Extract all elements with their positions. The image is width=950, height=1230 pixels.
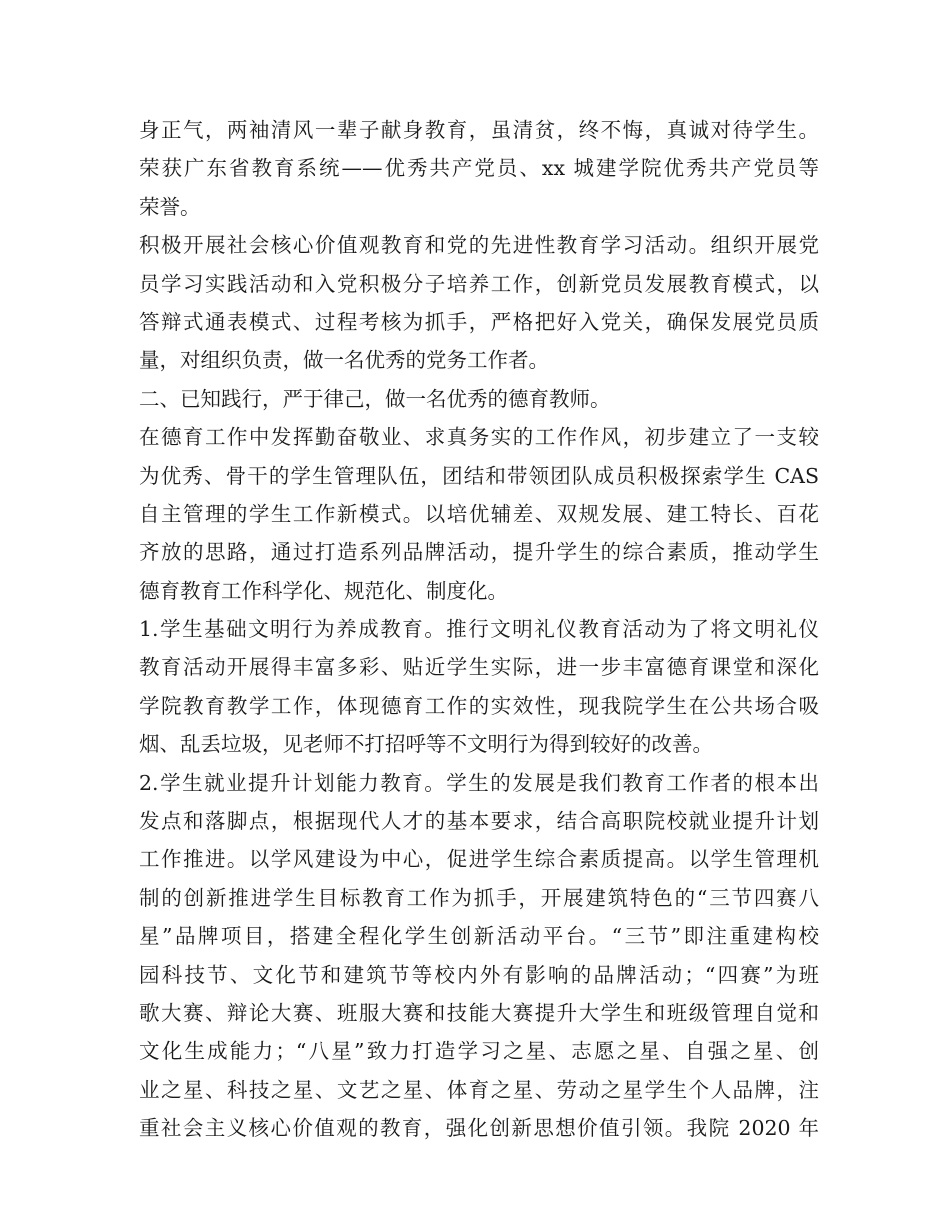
text-line: 星”品牌项目，搭建全程化学生创新活动平台。“三节”即注重建构校 xyxy=(139,924,819,949)
text-line: 德育教育工作科学化、规范化、制度化。 xyxy=(139,578,508,603)
text-line: 自主管理的学生工作新模式。以培优辅差、双规发展、建工特长、百花 xyxy=(139,501,819,526)
text-line: 齐放的思路，通过打造系列品牌活动，提升学生的综合素质，推动学生 xyxy=(139,540,819,565)
text-line: 积极开展社会核心价值观教育和党的先进性教育学习活动。组织开展党 xyxy=(139,233,819,258)
text-line: 荣获广东省教育系统——优秀共产党员、xx 城建学院优秀共产党员等 xyxy=(139,156,819,181)
text-line: 员学习实践活动和入党积极分子培养工作，创新党员发展教育模式，以 xyxy=(139,271,819,296)
text-line: 业之星、科技之星、文艺之星、体育之星、劳动之星学生个人品牌，注 xyxy=(139,1077,819,1102)
text-line: 1.学生基础文明行为养成教育。推行文明礼仪教育活动为了将文明礼仪 xyxy=(139,617,819,642)
text-line: 为优秀、骨干的学生管理队伍，团结和带领团队成员积极探索学生 CAS xyxy=(139,463,819,488)
text-line: 教育活动开展得丰富多彩、贴近学生实际，进一步丰富德育课堂和深化 xyxy=(139,655,819,680)
text-line: 歌大赛、辩论大赛、班服大赛和技能大赛提升大学生和班级管理自觉和 xyxy=(139,1000,819,1025)
text-line: 答辩式通表模式、过程考核为抓手，严格把好入党关，确保发展党员质 xyxy=(139,309,819,334)
text-line: 学院教育教学工作，体现德育工作的实效性，现我院学生在公共场合吸 xyxy=(139,693,819,718)
text-line: 身正气，两袖清风一辈子献身教育，虽清贫，终不悔，真诚对待学生。 xyxy=(139,118,819,142)
text-line: 荣誉。 xyxy=(139,194,201,219)
text-line: 发点和落脚点，根据现代人才的基本要求，结合高职院校就业提升计划 xyxy=(139,809,819,834)
text-line: 2.学生就业提升计划能力教育。学生的发展是我们教育工作者的根本出 xyxy=(139,770,819,795)
text-line: 量，对组织负责，做一名优秀的党务工作者。 xyxy=(139,348,549,373)
text-line: 重社会主义核心价值观的教育，强化创新思想价值引领。我院 2020 年 xyxy=(139,1116,819,1141)
document-body xyxy=(139,111,819,1148)
text-line: 烟、乱丢垃圾，见老师不打招呼等不文明行为得到较好的改善。 xyxy=(139,732,713,757)
text-line: 在德育工作中发挥勤奋敬业、求真务实的工作作风，初步建立了一支较 xyxy=(139,425,819,450)
text-line: 文化生成能力；“八星”致力打造学习之星、志愿之星、自强之星、创 xyxy=(139,1039,819,1064)
text-line: 园科技节、文化节和建筑节等校内外有影响的品牌活动；“四赛”为班 xyxy=(139,962,819,987)
text-line: 制的创新推进学生目标教育工作为抓手，开展建筑特色的“三节四赛八 xyxy=(139,885,819,910)
text-line: 二、已知践行，严于律己，做一名优秀的德育教师。 xyxy=(139,386,611,411)
text-line: 工作推进。以学风建设为中心，促进学生综合素质提高。以学生管理机 xyxy=(139,847,819,872)
